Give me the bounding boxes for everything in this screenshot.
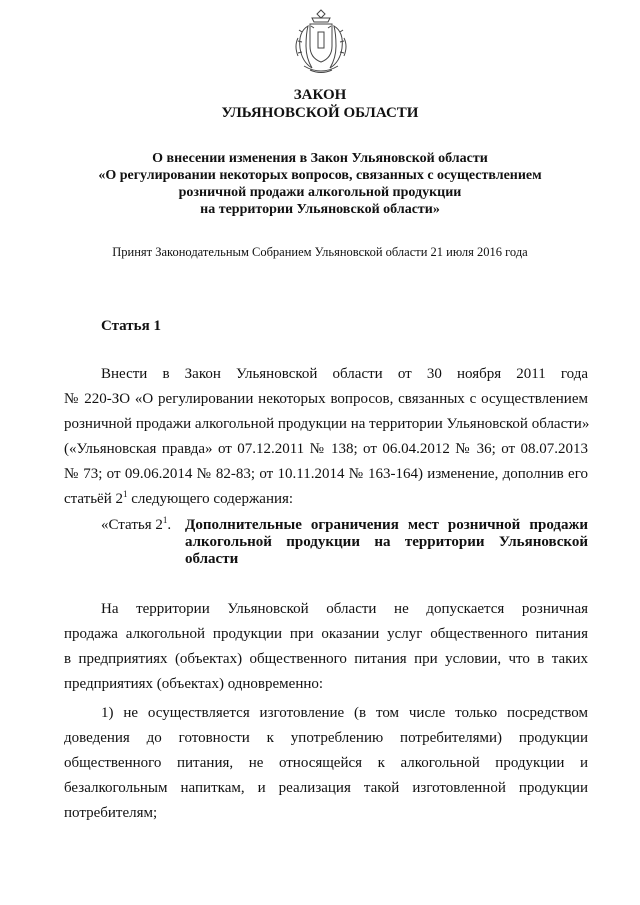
law-subject (0, 150, 640, 218)
article-ref-superscript: 1 (123, 489, 128, 499)
paragraph-line-tail: следующего содержания: (127, 491, 294, 507)
item-line: доведения до готовности к употреблению потребителями) продукции (64, 730, 588, 746)
law-title (0, 86, 640, 122)
item-line: потребителям; (64, 805, 158, 821)
article-2-paragraph (64, 597, 588, 697)
article-2-prefix (101, 517, 171, 534)
subject-line: «О регулировании некоторых вопросов, связанных с осуществлением (98, 168, 542, 183)
paragraph-line: На территории Ульяновской области не допускается розничная (101, 601, 588, 617)
article-2-title (185, 517, 588, 568)
adoption-note: Принят Законодательным Собранием Ульяновской области 21 июля 2016 года (112, 245, 528, 259)
paragraph-line (64, 487, 588, 512)
law-title-line1: ЗАКОН (293, 87, 347, 103)
law-title-line2: УЛЬЯНОВСКОЙ ОБЛАСТИ (221, 105, 419, 121)
article-2-title-line: алкогольной продукции на территории Ульяновской (185, 534, 588, 550)
paragraph-line: розничной продажи алкогольной продукции на территории Ульяновской области» (64, 416, 590, 432)
paragraph-line: продажа алкогольной продукции при оказании услуг общественного питания (64, 626, 588, 642)
paragraph-line: Внести в Закон Ульяновской области от 30 ноября 2011 года (101, 366, 588, 382)
item-line: безалкогольным напиткам, и реализация такой изготовленной продукции (64, 780, 588, 796)
item-line: общественного питания, не относящейся к алкогольной продукции и (64, 755, 588, 771)
paragraph-line: № 73; от 09.06.2014 № 82-83; от 10.11.2014 № 163-164) изменение, дополнив его (64, 466, 588, 482)
coat-of-arms-icon (290, 6, 352, 76)
article-2-title-line: Дополнительные ограничения мест розничной продажи (185, 517, 588, 533)
article-2-prefix-dot: . (167, 517, 172, 533)
article-2-title-line: области (185, 551, 239, 567)
article-1-paragraph (64, 362, 588, 512)
subject-line: О внесении изменения в Закон Ульяновской области (152, 151, 488, 166)
subject-line: розничной продажи алкогольной продукции (178, 185, 462, 200)
article-2-prefix-text: «Статья 2 (101, 517, 163, 533)
article-ref: статьёй 2 (64, 491, 123, 507)
paragraph-line: № 220-ЗО «О регулировании некоторых вопросов, связанных с осуществлением (64, 391, 588, 407)
subject-line: на территории Ульяновской области» (200, 202, 440, 217)
article-2-item-1 (64, 701, 588, 826)
item-line: 1) не осуществляется изготовление (в том числе только посредством (101, 705, 588, 721)
paragraph-line: предприятиях (объектах) одновременно: (64, 676, 324, 692)
paragraph-line: в предприятиях (объектах) общественного питания при условии, что в таких (64, 651, 588, 667)
article-1-heading: Статья 1 (101, 318, 161, 334)
article-2-superscript: 1 (162, 515, 168, 525)
paragraph-line: («Ульяновская правда» от 07.12.2011 № 138; от 06.04.2012 № 36; от 08.07.2013 (64, 441, 588, 457)
